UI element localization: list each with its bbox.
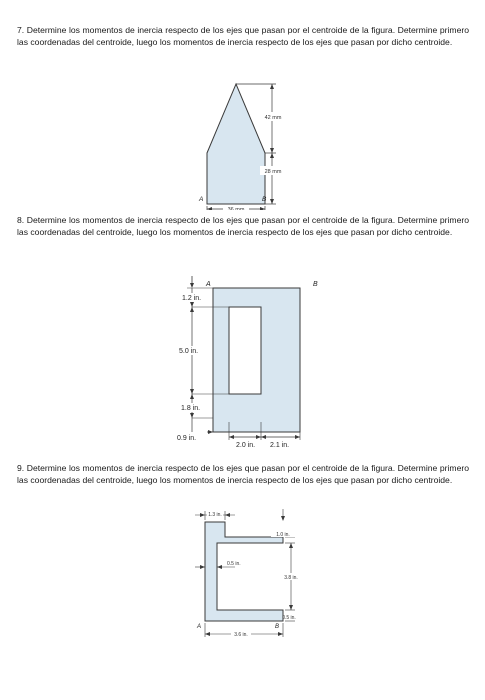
dim-5-0-in: 5.0 in. bbox=[179, 348, 199, 355]
dim-2-1-in: 2.1 in. bbox=[270, 442, 290, 449]
point-b: B bbox=[262, 196, 267, 203]
dim-1-3-in: 1.3 in. bbox=[208, 512, 222, 518]
dim-1-0-in: 1.0 in. bbox=[276, 532, 290, 538]
dim-0-9-in: 0.9 in. bbox=[177, 435, 197, 442]
dim-1-8-in: 1.8 in. bbox=[181, 405, 201, 412]
point-a: A bbox=[197, 624, 202, 630]
dim-3-6-in: 3.6 in. bbox=[234, 632, 248, 638]
dim-3-8-in: 3.8 in. bbox=[284, 575, 298, 581]
problem-8-figure bbox=[170, 272, 330, 452]
point-b: B bbox=[313, 281, 318, 288]
dim-0-5-in-web: 0.5 in. bbox=[227, 561, 241, 567]
dim-2-0-in: 2.0 in. bbox=[236, 442, 256, 449]
pentagon-shape bbox=[207, 84, 265, 204]
problem-9-figure bbox=[175, 507, 315, 647]
dim-0-5-in-flange: 0.5 in. bbox=[282, 615, 296, 621]
point-a: A bbox=[206, 281, 211, 288]
point-b: B bbox=[275, 624, 280, 630]
point-a: A bbox=[199, 196, 204, 203]
dim-28mm: 28 mm bbox=[264, 169, 282, 175]
problem-7-statement: 7. Determine los momentos de inercia respecto de los ejes que pasan por el centroide de la figura. Determine primero las coordenadas del centroide, luego los momentos de inercia respecto de los ejes que pasan por dicho centroide. bbox=[17, 25, 469, 48]
problem-7-figure bbox=[190, 80, 300, 210]
dim-42mm: 42 mm bbox=[264, 115, 282, 121]
inner-cutout bbox=[229, 307, 261, 394]
problem-8-statement: 8. Determine los momentos de inercia respecto de los ejes que pasan por el centroide de la figura. Determine primero las coordenadas del centroide, luego los momentos de inercia respecto de los ejes que pasan por dicho centroide. bbox=[17, 215, 469, 238]
dim-1-2-in: 1.2 in. bbox=[182, 295, 202, 302]
problem-9-statement: 9. Determine los momentos de inercia respecto de los ejes que pasan por el centroide de la figura. Determine primero las coordenadas del centroide, luego los momentos de inercia respecto de los ejes que pasan por dicho centroide. bbox=[17, 463, 469, 486]
dim-36mm: 36 mm bbox=[227, 207, 245, 210]
